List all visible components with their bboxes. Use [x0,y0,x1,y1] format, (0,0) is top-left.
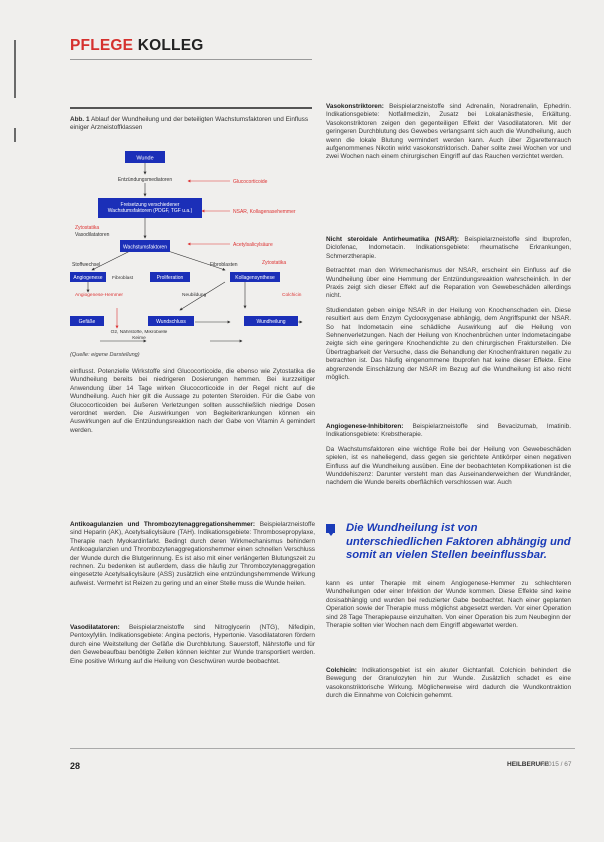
footer-rule [70,748,575,749]
column2-para-a [326,103,571,168]
paragraph: Beispielarzneistoffe sind Adrenalin, Noradrenalin, Ephedrin. Indikationsgebiete: Notfallmedizin, Zusatz bei Lokalanästhesie, Erkältung. Vasokonstriktoren zeigen den gegenteiligen Effekt der Vasodilatatoren. Mit der geringeren Durchblutung des Gewebes verlangsamt sich auch die Wundheilung, auch wenn die lokale Blutung vermindert werden kann. Auch über Zigarettenrauch aufgenommenes Nikotin wirkt vasokonstriktorisch. Daher sollte zwei Wochen vor und zwei Wochen nach einem chirurgischen Eingriff auf das Rauchen verzichtet werden. [326,103,571,161]
paragraph: Indikationsgebiet ist ein akuter Gichtanfall. Colchicin behindert die Bewegung der Granulozyten hin zur Wunde. Zusätzlich schadet es eine vasokonstriktorische Wirkung. Möglicherweise wird dadurch die Wundkontraktion durch die Einnahme von Colchicin gehemmt. [326,667,571,700]
paragraph: einflusst. Potenzielle Wirkstoffe sind Glucocorticoide, die ebenso wie Zytostatika die Wundheilung bereits bei niedrigeren Dosierungen hemmen. Bei kurzzeitiger Anwendung über 14 Tage wirken Glucocorticoide in der Regel nicht auf die Wundheilung. Auch hier gilt die Aussage zu potenten Steroiden. Für die Gabe von Glucocorticoiden bei äußeren Verletzungen sollten ausschließlich niedrige Dosen verordnet werden. Die Auswirkungen von Begleiterkrankungen können ein Auswirkungen auf die Entzündungsreaktion nach der Gabe von Vitamin A gemindert werden. [70,368,315,434]
label-vasodilatatoren: Vasodilatatoren [75,232,110,238]
figure-caption [70,116,315,133]
label-wundschluss: Wundschluss [156,319,186,325]
binding-mark [14,40,16,98]
label-wachstumsfaktoren: Wachstumsfaktoren [123,244,167,251]
caption-label: Abb. 1 [70,116,90,123]
label-wunde: Wunde [136,155,154,162]
label-kollagensynthese: Kollagensynthese [235,275,275,281]
label-fibroblast-act: Fibroblast [112,276,134,281]
paragraph: Betrachtet man den Wirkmechanismus der NSAR, erscheint ein Einfluss auf die Wundheilung über eine Hemmung der Entzündungsreaktion wahrscheinlich. In der Praxis zeigt sich dieser Effekt auf die Reparation von Gewebeschäden allerdings nicht. [326,267,571,300]
label-zytostatika: Zytostatika [75,225,100,231]
section-label-dark: KOLLEG [137,37,204,54]
subheading-nsar: Nicht steroidale Antirheumatika (NSAR): [326,236,460,243]
page-number: 28 [70,761,81,771]
paragraph: Beispielarzneistoffe sind Bevacizumab, Imatinib. Indikationsgebiete: Krebstherapie. [326,423,571,439]
subheading-angiogenese: Angiogenese-Inhibitoren: [326,423,404,430]
magazine-brand: HEILBERUFE [507,761,549,768]
label-nsar: NSAR, Kollagenasehemmer [233,209,296,215]
label-proliferation: Proliferation [156,275,184,281]
quote-marker-icon [326,524,335,533]
paragraph: Beispielarzneistoffe sind Heparin (AK), Acetylsalicylsäure (TAH). Indikationsgebiete: Thrombosepropylaxe, Therapie nach Myokardinfarkt. Bedingt durch deren Wirkmechanismus behindern Antikoagulanzien und Thrombozytenaggregationshemmer einen schnellen Verschluss der Wunde durch die Blutgerinnung. Es ist also mit einer verlängerten Blutungszeit zu rechnen. Zu bedenken ist außerdem, dass die häufig zur Thrombozytenaggregation eingesetzte Acetylsalicylsäure (ASS) zusätzlich eine entzündungshemmende Wirkung aufweist. Vermehrt ist Reizen zu gering und an einer Stelle muss die Wunde heilen. [70,521,315,587]
caption-text: Ablauf der Wundheilung und der beteiligten Wachstumsfaktoren und Einfluss einiger Arzneistoffklassen [70,116,309,132]
label-entzuendung: Entzündungsmediatoren [117,177,173,183]
label-fibroblasten: Fibroblasten [210,262,238,268]
issue-number: 4.2015 / 67 [539,761,572,768]
label-o2: O2, Nährstoffe, Mikrobielle Keime [110,330,168,341]
paragraph: Da Wachstumsfaktoren eine wichtige Rolle bei der Heilung von Gewebeschäden spielen, ist es naheliegend, dass gegen sie gerichtete Antikörper einen negativen Einfluss auf die Wundheilung ausüben. Eine der beobachteten Komplikationen ist die Wunddehiszenz: Darunter versteht man das Auseinanderweichen der Wundränder, nachdem die Wunde bereits oberflächlich verschlossen war. Auch [326,445,571,487]
subheading-antikoagulanzien: Antikoagulanzien und Thrombozytenaggregationshemmer: [70,521,256,528]
paragraph: Beispielarzneistoffe sind Nitroglycerin (NTG), Nifedipin, Pentoxyfyllin. Indikationsgebiete: Angina pectoris, Hypertonie. Vasodilatatoren fördern durch eine Weitstellung der Gefäße die Durchblutung. Sauerstoff, Nährstoffe und für den Gewebeaufbau benötigte Zellen können leichter zur Wunde transportiert werden. Eine positive Wirkung auf die Heilung von Geschwüren wurde beobachtet. [70,624,315,665]
column2-para-b [326,236,571,389]
label-gefaesse: Gefäße [78,319,96,325]
pull-quote [326,522,576,570]
header-rule [70,59,312,60]
subheading-vasokonstriktoren: Vasokonstriktoren: [326,103,384,110]
section-header [70,37,204,55]
binding-mark [14,128,16,142]
label-angiogenese-hemmer: Angiogenese-Hemmer [75,293,123,298]
paragraph: Beispielarzneistoffe sind Ibuprofen, Diclofenac, Indometacin. Indikationsgebiete: rheumatische Erkrankungen, Schmerztherapie. [326,236,571,260]
label-stoffwechsel: Stoffwechsel [72,262,101,268]
pull-quote-text: Die Wundheilung ist von unterschiedlichen Faktoren abhängig und somit an vielen Stellen beeinflussbar. [346,522,571,561]
label-colchicin: Colchicin [282,293,302,298]
label-zytostatika2: Zytostatika [262,260,287,266]
label-acetylsalicyl: Acetylsalicylsäure [233,242,273,248]
label-glucocorticoide: Glucocorticoide [233,179,268,185]
column2-para-d [326,580,571,636]
subheading-vasodilatatoren: Vasodilatatoren: [70,624,120,631]
column2-para-e [326,667,571,707]
section-label-red: PFLEGE [70,37,134,54]
label-wundheilung: Wundheilung [256,319,286,325]
label-angiogenese: Angiogenese [73,275,103,281]
paragraph: Studiendaten geben einige NSAR in der Heilung von Knochenschaden ein. Diese resultiert aus dem Enzym Cyclooxygenase abhängig, dem Angriffspunkt der NSAR. So hat Indometacin eine schädliche Auswirkung auf die Heilung von Sehnenverletzungen. Nach der Heilung von Knochenbrüchen unter Indometacingabe zeigte sich eine geringere Knochendichte zu den chirurgischen Frakturstellen. Die Übertragbarkeit der Versuche, dass die Behandlung der Knochenfrakturen negativ zu betrachten ist. Das häufig eingenommene Ibuprofen hat keine dieser Effekte. Eine abgrenzende Einschätzung der NSAR im Bezug auf die Wundheilung ist also nicht möglich. [326,306,571,382]
label-neubildung: Neubildung [182,293,207,298]
figure-source: (Quelle: eigene Darstellung) [70,352,140,358]
subheading-colchicin: Colchicin: [326,667,357,674]
wound-healing-diagram [70,146,320,351]
column1-para-c [70,624,315,672]
column1-para-a [70,368,315,441]
label-freisetzung: Freisetzung verschiedener Wachstumsfaktoren (PDGF, TGF u.a.) [107,202,193,214]
column2-para-c [326,423,571,494]
paragraph: kann es unter Therapie mit einem Angiogenese-Hemmer zu schlechteren Wundheilungen oder einer Infektion der Wunde kommen. Diese Effekte sind keine dosisabhängig und wurden bei reduzierter Gabe beobachtet. Nach einer geplanten Operation sowie der Therapie muss möglichst abgesetzt werden. Vor einer Operation sind 28 Tage Therapiepause einzuhalten. Von einer Operation bis zum Neubeginn der Therapie sollten vier Wochen nach dem Eingriff abgewartet werden. [326,580,571,630]
figure-top-rule [70,107,312,109]
column1-para-b [70,521,315,594]
